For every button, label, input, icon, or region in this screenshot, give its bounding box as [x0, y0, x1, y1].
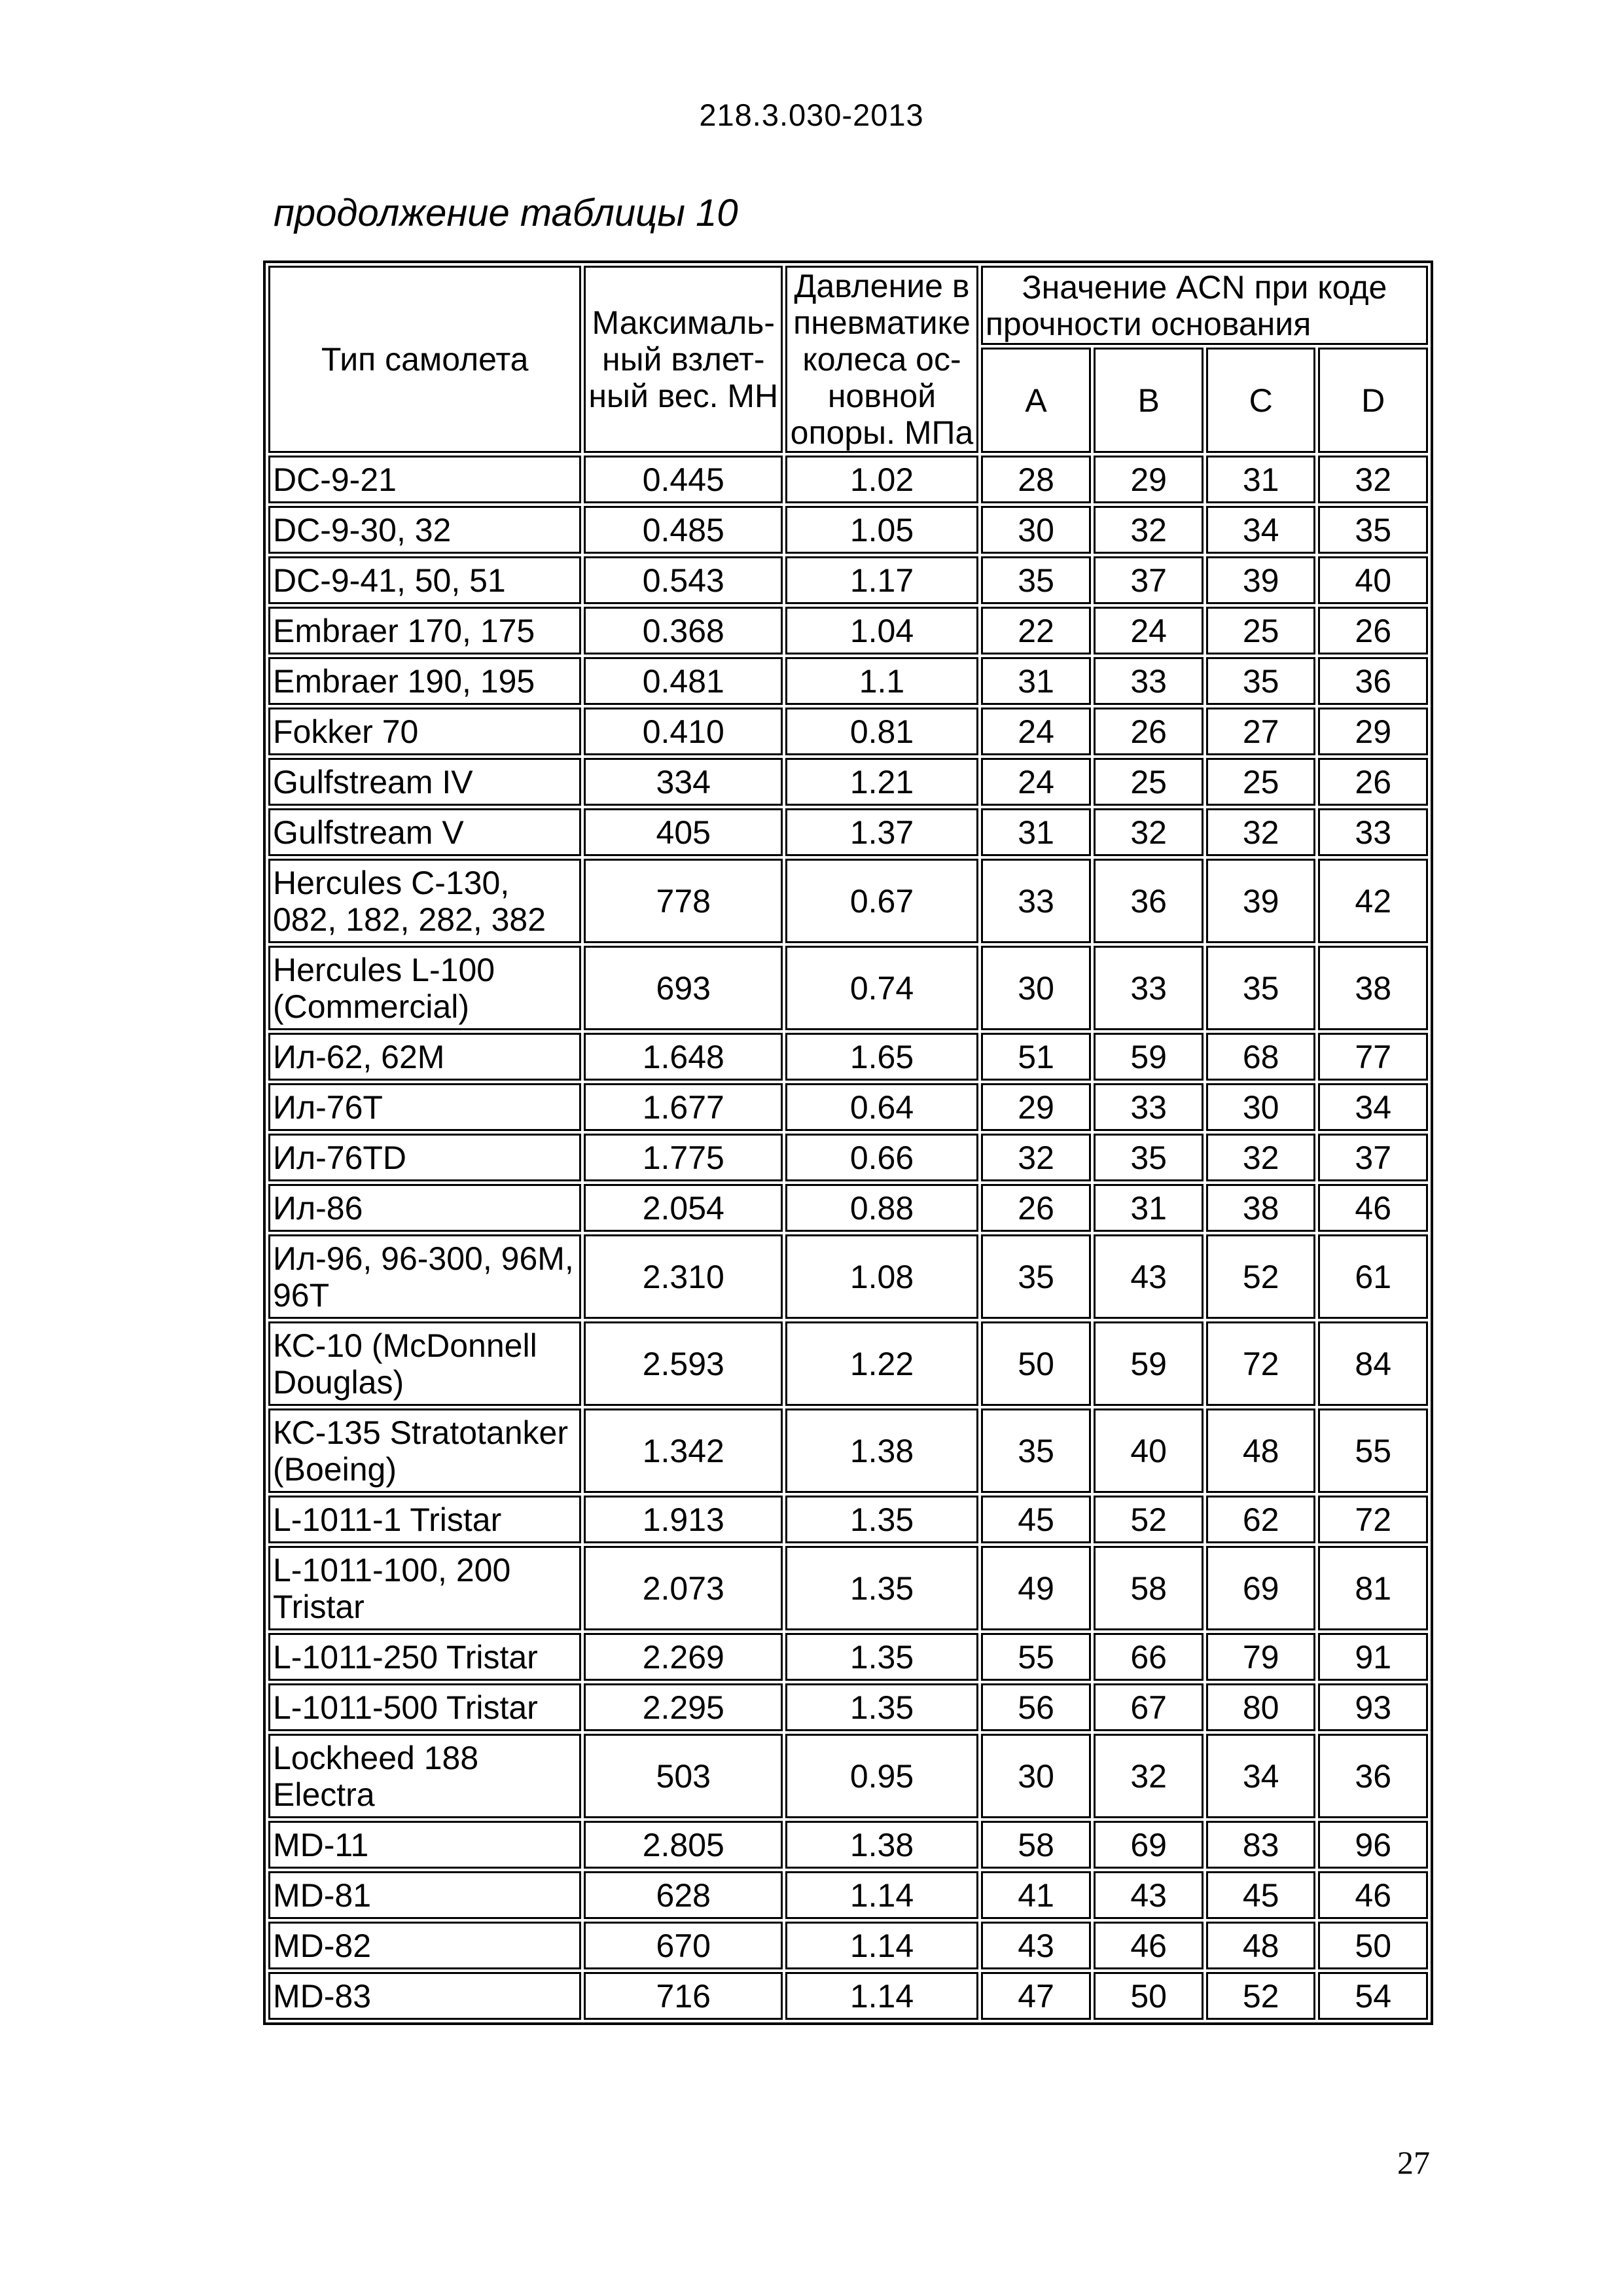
acn-a-cell: 45 [981, 1496, 1092, 1543]
tire-pressure-cell: 1.1 [785, 657, 978, 705]
tire-pressure-cell: 1.35 [785, 1496, 978, 1543]
acn-b-cell: 32 [1094, 1734, 1204, 1818]
acn-a-cell: 33 [981, 859, 1092, 943]
acn-d-cell: 26 [1318, 758, 1428, 806]
table-row [268, 657, 1428, 705]
acn-a-cell: 56 [981, 1683, 1092, 1731]
acn-c-cell: 39 [1206, 556, 1316, 604]
acn-c-cell: 35 [1206, 946, 1316, 1030]
acn-b-cell: 58 [1094, 1546, 1204, 1630]
max-weight-cell: 778 [584, 859, 783, 943]
acn-c-cell: 30 [1206, 1083, 1316, 1131]
acn-d-cell: 37 [1318, 1134, 1428, 1181]
tire-pressure-cell: 1.14 [785, 1972, 978, 2020]
acn-c-cell: 68 [1206, 1033, 1316, 1081]
acn-b-cell: 43 [1094, 1234, 1204, 1319]
aircraft-type-cell: Ил-86 [268, 1184, 581, 1232]
acn-c-cell: 34 [1206, 1734, 1316, 1818]
acn-c-cell: 48 [1206, 1408, 1316, 1493]
aircraft-type-cell: L-1011-250 Tristar [268, 1633, 581, 1681]
acn-b-cell: 43 [1094, 1871, 1204, 1919]
aircraft-type-cell: Gulfstream IV [268, 758, 581, 806]
max-weight-cell: 405 [584, 808, 783, 856]
acn-a-cell: 50 [981, 1321, 1092, 1406]
acn-c-cell: 27 [1206, 708, 1316, 755]
acn-table [263, 260, 1433, 2025]
aircraft-type-cell: Hercules C-130, 082, 182, 282, 382 [268, 859, 581, 943]
tire-pressure-cell: 1.08 [785, 1234, 978, 1319]
acn-b-cell: 66 [1094, 1633, 1204, 1681]
max-weight-cell: 628 [584, 1871, 783, 1919]
acn-b-cell: 40 [1094, 1408, 1204, 1493]
acn-d-cell: 46 [1318, 1184, 1428, 1232]
table-row [268, 1321, 1428, 1406]
max-weight-cell: 1.775 [584, 1134, 783, 1181]
acn-d-cell: 72 [1318, 1496, 1428, 1543]
aircraft-type-cell: Ил-96, 96-300, 96М, 96Т [268, 1234, 581, 1319]
acn-b-cell: 46 [1094, 1922, 1204, 1969]
acn-d-cell: 84 [1318, 1321, 1428, 1406]
table-row [268, 808, 1428, 856]
acn-b-cell: 25 [1094, 758, 1204, 806]
table-row [268, 1408, 1428, 1493]
acn-d-cell: 42 [1318, 859, 1428, 943]
tire-pressure-cell: 1.05 [785, 506, 978, 554]
table-row [268, 1083, 1428, 1131]
aircraft-type-cell: Fokker 70 [268, 708, 581, 755]
acn-a-cell: 30 [981, 1734, 1092, 1818]
acn-c-cell: 52 [1206, 1234, 1316, 1319]
acn-c-cell: 25 [1206, 607, 1316, 655]
tire-pressure-cell: 1.65 [785, 1033, 978, 1081]
acn-a-cell: 31 [981, 657, 1092, 705]
aircraft-type-cell: Gulfstream V [268, 808, 581, 856]
max-weight-cell: 670 [584, 1922, 783, 1969]
aircraft-type-cell: L-1011-100, 200 Tristar [268, 1546, 581, 1630]
acn-d-cell: 54 [1318, 1972, 1428, 2020]
acn-d-cell: 32 [1318, 456, 1428, 503]
acn-b-cell: 69 [1094, 1821, 1204, 1869]
aircraft-type-cell: DC-9-30, 32 [268, 506, 581, 554]
tire-pressure-cell: 1.04 [785, 607, 978, 655]
max-weight-cell: 503 [584, 1734, 783, 1818]
tire-pressure-cell: 1.22 [785, 1321, 978, 1406]
table-row [268, 1033, 1428, 1081]
max-weight-cell: 2.269 [584, 1633, 783, 1681]
acn-b-cell: 26 [1094, 708, 1204, 755]
acn-a-cell: 22 [981, 607, 1092, 655]
table-row [268, 708, 1428, 755]
acn-a-cell: 24 [981, 758, 1092, 806]
acn-b-cell: 35 [1094, 1134, 1204, 1181]
aircraft-type-cell: Ил-62, 62М [268, 1033, 581, 1081]
acn-c-cell: 69 [1206, 1546, 1316, 1630]
acn-b-cell: 37 [1094, 556, 1204, 604]
aircraft-type-cell: Embraer 190, 195 [268, 657, 581, 705]
acn-a-cell: 41 [981, 1871, 1092, 1919]
aircraft-type-cell: L-1011-500 Tristar [268, 1683, 581, 1731]
tire-pressure-cell: 1.35 [785, 1546, 978, 1630]
acn-a-cell: 30 [981, 506, 1092, 554]
max-weight-cell: 0.445 [584, 456, 783, 503]
aircraft-type-cell: DC-9-41, 50, 51 [268, 556, 581, 604]
acn-d-cell: 38 [1318, 946, 1428, 1030]
acn-b-cell: 50 [1094, 1972, 1204, 2020]
acn-d-cell: 26 [1318, 607, 1428, 655]
table-row [268, 506, 1428, 554]
acn-d-cell: 50 [1318, 1922, 1428, 1969]
table-row [268, 556, 1428, 604]
aircraft-type-cell: MD-83 [268, 1972, 581, 2020]
header-tire-pressure: Давление в пневматике колеса ос-новной опоры. МПа [785, 266, 978, 453]
max-weight-cell: 1.342 [584, 1408, 783, 1493]
acn-b-cell: 59 [1094, 1033, 1204, 1081]
acn-d-cell: 46 [1318, 1871, 1428, 1919]
acn-c-cell: 35 [1206, 657, 1316, 705]
table-row [268, 1922, 1428, 1969]
header-aircraft-type: Тип самолета [268, 266, 581, 453]
table-row [268, 1734, 1428, 1818]
acn-b-cell: 32 [1094, 808, 1204, 856]
acn-c-cell: 39 [1206, 859, 1316, 943]
acn-d-cell: 40 [1318, 556, 1428, 604]
acn-b-cell: 33 [1094, 946, 1204, 1030]
aircraft-type-cell: Hercules L-100 (Commercial) [268, 946, 581, 1030]
aircraft-type-cell: Embraer 170, 175 [268, 607, 581, 655]
acn-c-cell: 72 [1206, 1321, 1316, 1406]
acn-c-cell: 45 [1206, 1871, 1316, 1919]
acn-d-cell: 77 [1318, 1033, 1428, 1081]
acn-d-cell: 93 [1318, 1683, 1428, 1731]
table-row [268, 1972, 1428, 2020]
acn-a-cell: 35 [981, 1234, 1092, 1319]
acn-c-cell: 25 [1206, 758, 1316, 806]
acn-c-cell: 80 [1206, 1683, 1316, 1731]
table-row [268, 607, 1428, 655]
acn-c-cell: 31 [1206, 456, 1316, 503]
acn-c-cell: 62 [1206, 1496, 1316, 1543]
table-row [268, 1134, 1428, 1181]
tire-pressure-cell: 0.95 [785, 1734, 978, 1818]
acn-a-cell: 58 [981, 1821, 1092, 1869]
page-number: 27 [1397, 2144, 1430, 2181]
acn-a-cell: 55 [981, 1633, 1092, 1681]
header-acn-group: Значение ACN при коде прочности основания [981, 266, 1428, 345]
table-row [268, 1496, 1428, 1543]
acn-a-cell: 24 [981, 708, 1092, 755]
acn-d-cell: 33 [1318, 808, 1428, 856]
acn-a-cell: 47 [981, 1972, 1092, 2020]
tire-pressure-cell: 1.21 [785, 758, 978, 806]
tire-pressure-cell: 1.14 [785, 1922, 978, 1969]
tire-pressure-cell: 1.37 [785, 808, 978, 856]
max-weight-cell: 2.073 [584, 1546, 783, 1630]
table-row [268, 1546, 1428, 1630]
acn-a-cell: 30 [981, 946, 1092, 1030]
max-weight-cell: 2.295 [584, 1683, 783, 1731]
acn-a-cell: 31 [981, 808, 1092, 856]
acn-b-cell: 33 [1094, 657, 1204, 705]
document-code: 218.3.030-2013 [699, 98, 924, 132]
acn-c-cell: 48 [1206, 1922, 1316, 1969]
table-row [268, 1633, 1428, 1681]
aircraft-type-cell: MD-11 [268, 1821, 581, 1869]
acn-a-cell: 43 [981, 1922, 1092, 1969]
table-row [268, 1234, 1428, 1319]
acn-b-cell: 36 [1094, 859, 1204, 943]
acn-d-cell: 29 [1318, 708, 1428, 755]
acn-d-cell: 91 [1318, 1633, 1428, 1681]
table-row [268, 1184, 1428, 1232]
table-caption: продолжение таблицы 10 [274, 192, 738, 234]
acn-d-cell: 61 [1318, 1234, 1428, 1319]
table-row [268, 859, 1428, 943]
acn-a-cell: 35 [981, 1408, 1092, 1493]
header-max-weight: Максималь-ный взлет-ный вес. МН [584, 266, 783, 453]
acn-b-cell: 31 [1094, 1184, 1204, 1232]
acn-c-cell: 83 [1206, 1821, 1316, 1869]
max-weight-cell: 693 [584, 946, 783, 1030]
table-row [268, 946, 1428, 1030]
max-weight-cell: 2.310 [584, 1234, 783, 1319]
max-weight-cell: 2.593 [584, 1321, 783, 1406]
acn-b-cell: 29 [1094, 456, 1204, 503]
table-header [268, 266, 1428, 453]
acn-c-cell: 79 [1206, 1633, 1316, 1681]
tire-pressure-cell: 0.64 [785, 1083, 978, 1131]
acn-c-cell: 38 [1206, 1184, 1316, 1232]
table-row [268, 1683, 1428, 1731]
acn-b-cell: 24 [1094, 607, 1204, 655]
table-row [268, 1821, 1428, 1869]
acn-c-cell: 32 [1206, 808, 1316, 856]
max-weight-cell: 0.485 [584, 506, 783, 554]
acn-a-cell: 26 [981, 1184, 1092, 1232]
max-weight-cell: 0.410 [584, 708, 783, 755]
acn-d-cell: 36 [1318, 657, 1428, 705]
header-subgrade-c: C [1206, 348, 1316, 453]
max-weight-cell: 2.805 [584, 1821, 783, 1869]
header-subgrade-b: B [1094, 348, 1204, 453]
acn-b-cell: 33 [1094, 1083, 1204, 1131]
tire-pressure-cell: 1.35 [785, 1683, 978, 1731]
tire-pressure-cell: 1.38 [785, 1821, 978, 1869]
tire-pressure-cell: 0.66 [785, 1134, 978, 1181]
aircraft-type-cell: Ил-76Т [268, 1083, 581, 1131]
tire-pressure-cell: 1.35 [785, 1633, 978, 1681]
table-row [268, 1871, 1428, 1919]
aircraft-type-cell: Ил-76TD [268, 1134, 581, 1181]
header-subgrade-d: D [1318, 348, 1428, 453]
aircraft-type-cell: КС-135 Stratotanker (Boeing) [268, 1408, 581, 1493]
aircraft-type-cell: MD-82 [268, 1922, 581, 1969]
max-weight-cell: 1.913 [584, 1496, 783, 1543]
aircraft-type-cell: Lockheed 188 Electra [268, 1734, 581, 1818]
aircraft-type-cell: L-1011-1 Tristar [268, 1496, 581, 1543]
aircraft-type-cell: КС-10 (McDonnell Douglas) [268, 1321, 581, 1406]
max-weight-cell: 716 [584, 1972, 783, 2020]
acn-d-cell: 36 [1318, 1734, 1428, 1818]
acn-a-cell: 51 [981, 1033, 1092, 1081]
acn-d-cell: 55 [1318, 1408, 1428, 1493]
acn-a-cell: 29 [981, 1083, 1092, 1131]
acn-b-cell: 32 [1094, 506, 1204, 554]
acn-d-cell: 34 [1318, 1083, 1428, 1131]
max-weight-cell: 1.677 [584, 1083, 783, 1131]
max-weight-cell: 0.368 [584, 607, 783, 655]
table-row [268, 758, 1428, 806]
header-subgrade-a: A [981, 348, 1092, 453]
acn-d-cell: 96 [1318, 1821, 1428, 1869]
table-row [268, 456, 1428, 503]
max-weight-cell: 0.481 [584, 657, 783, 705]
acn-c-cell: 34 [1206, 506, 1316, 554]
tire-pressure-cell: 0.88 [785, 1184, 978, 1232]
max-weight-cell: 0.543 [584, 556, 783, 604]
acn-a-cell: 28 [981, 456, 1092, 503]
table-body [268, 456, 1428, 2020]
acn-a-cell: 49 [981, 1546, 1092, 1630]
max-weight-cell: 1.648 [584, 1033, 783, 1081]
tire-pressure-cell: 0.81 [785, 708, 978, 755]
tire-pressure-cell: 1.17 [785, 556, 978, 604]
tire-pressure-cell: 1.02 [785, 456, 978, 503]
tire-pressure-cell: 1.38 [785, 1408, 978, 1493]
acn-c-cell: 52 [1206, 1972, 1316, 2020]
tire-pressure-cell: 0.67 [785, 859, 978, 943]
acn-b-cell: 67 [1094, 1683, 1204, 1731]
acn-b-cell: 59 [1094, 1321, 1204, 1406]
acn-a-cell: 35 [981, 556, 1092, 604]
acn-a-cell: 32 [981, 1134, 1092, 1181]
aircraft-type-cell: MD-81 [268, 1871, 581, 1919]
acn-c-cell: 32 [1206, 1134, 1316, 1181]
max-weight-cell: 334 [584, 758, 783, 806]
max-weight-cell: 2.054 [584, 1184, 783, 1232]
tire-pressure-cell: 1.14 [785, 1871, 978, 1919]
acn-d-cell: 81 [1318, 1546, 1428, 1630]
acn-d-cell: 35 [1318, 506, 1428, 554]
tire-pressure-cell: 0.74 [785, 946, 978, 1030]
aircraft-type-cell: DC-9-21 [268, 456, 581, 503]
acn-b-cell: 52 [1094, 1496, 1204, 1543]
